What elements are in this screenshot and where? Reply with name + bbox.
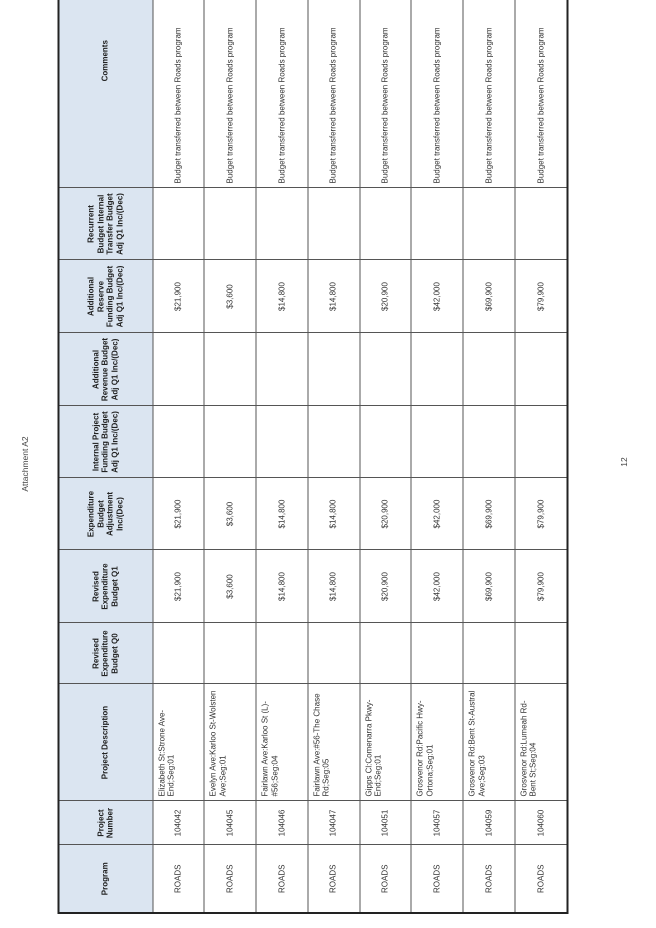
recurrent-transfer-adj-cell xyxy=(204,188,256,260)
additional-reserve-adj-cell: $79,900 xyxy=(515,260,568,333)
comments-cell: Budget transferred between Roads program xyxy=(153,0,205,188)
revised-budget-q1-cell: $79,900 xyxy=(515,550,568,623)
header-additional-reserve-adj: Additional Reserve Funding Budget Adj Q1 Inc/(Dec) xyxy=(59,260,153,333)
expenditure-adjustment-cell: $20,900 xyxy=(360,478,412,550)
additional-revenue-adj-cell xyxy=(256,333,308,406)
internal-funding-adj-cell xyxy=(515,406,568,478)
internal-funding-adj-cell xyxy=(360,406,412,478)
program-cell: ROADS xyxy=(308,845,360,913)
project-number-cell: 104051 xyxy=(360,801,412,845)
program-cell: ROADS xyxy=(204,845,256,913)
internal-funding-adj-cell xyxy=(308,406,360,478)
recurrent-transfer-adj-cell xyxy=(360,188,412,260)
revised-budget-q1-cell: $20,900 xyxy=(360,550,412,623)
expenditure-adjustment-cell: $3,600 xyxy=(204,478,256,550)
expenditure-adjustment-cell: $14,800 xyxy=(308,478,360,550)
program-cell: ROADS xyxy=(463,845,515,913)
revised-budget-q0-cell xyxy=(204,623,256,684)
comments-cell: Budget transferred between Roads program xyxy=(360,0,412,188)
comments-cell: Budget transferred between Roads program xyxy=(515,0,568,188)
expenditure-adjustment-cell: $42,000 xyxy=(411,478,463,550)
project-number-cell: 104046 xyxy=(256,801,308,845)
additional-revenue-adj-cell xyxy=(360,333,412,406)
revised-budget-q1-cell: $69,900 xyxy=(463,550,515,623)
revised-budget-q1-cell: $42,000 xyxy=(411,550,463,623)
additional-reserve-adj-cell: $21,900 xyxy=(153,260,205,333)
header-comments: Comments xyxy=(59,0,153,188)
additional-reserve-adj-cell: $42,000 xyxy=(411,260,463,333)
header-project-number: Project Number xyxy=(59,801,153,845)
project-description-cell: Elizabeth St:Strone Ave-End;Seg:01 xyxy=(153,684,205,801)
table-body xyxy=(153,0,568,913)
table-row xyxy=(411,0,463,913)
comments-cell: Budget transferred between Roads program xyxy=(308,0,360,188)
recurrent-transfer-adj-cell xyxy=(463,188,515,260)
project-number-cell: 104042 xyxy=(153,801,205,845)
attachment-label: Attachment A2 xyxy=(20,436,30,492)
comments-cell: Budget transferred between Roads program xyxy=(463,0,515,188)
revised-budget-q0-cell xyxy=(360,623,412,684)
expenditure-adjustment-cell: $21,900 xyxy=(153,478,205,550)
additional-revenue-adj-cell xyxy=(204,333,256,406)
project-description-cell: Grosvenor Rd:Lumeah Rd-Bent St;Seg:04 xyxy=(515,684,568,801)
comments-cell: Budget transferred between Roads program xyxy=(204,0,256,188)
internal-funding-adj-cell xyxy=(204,406,256,478)
revised-budget-q0-cell xyxy=(515,623,568,684)
recurrent-transfer-adj-cell xyxy=(256,188,308,260)
internal-funding-adj-cell xyxy=(256,406,308,478)
table-header-row xyxy=(59,0,153,913)
additional-revenue-adj-cell xyxy=(411,333,463,406)
additional-revenue-adj-cell xyxy=(463,333,515,406)
project-number-cell: 104047 xyxy=(308,801,360,845)
page-number: 12 xyxy=(619,457,629,467)
revised-budget-q1-cell: $14,800 xyxy=(308,550,360,623)
revised-budget-q1-cell: $21,900 xyxy=(153,550,205,623)
internal-funding-adj-cell xyxy=(411,406,463,478)
internal-funding-adj-cell xyxy=(153,406,205,478)
table-row xyxy=(360,0,412,913)
header-recurrent-transfer-adj: Recurrent Budget Internal Transfer Budget Adj Q1 Inc/(Dec) xyxy=(59,188,153,260)
expenditure-adjustment-cell: $14,800 xyxy=(256,478,308,550)
program-cell: ROADS xyxy=(360,845,412,913)
project-number-cell: 104060 xyxy=(515,801,568,845)
table-row xyxy=(153,0,205,913)
header-internal-funding-adj: Internal Project Funding Budget Adj Q1 Inc/(Dec) xyxy=(59,406,153,478)
program-cell: ROADS xyxy=(411,845,463,913)
table-row xyxy=(204,0,256,913)
table-row xyxy=(256,0,308,913)
program-cell: ROADS xyxy=(256,845,308,913)
project-number-cell: 104059 xyxy=(463,801,515,845)
project-number-cell: 104057 xyxy=(411,801,463,845)
recurrent-transfer-adj-cell xyxy=(153,188,205,260)
rotated-table-wrapper xyxy=(58,27,569,914)
project-description-cell: Evelyn Ave:Karloo St-Wolsten Ave;Seg:01 xyxy=(204,684,256,801)
project-number-cell: 104045 xyxy=(204,801,256,845)
recurrent-transfer-adj-cell xyxy=(411,188,463,260)
additional-reserve-adj-cell: $14,800 xyxy=(308,260,360,333)
recurrent-transfer-adj-cell xyxy=(515,188,568,260)
revised-budget-q1-cell: $3,600 xyxy=(204,550,256,623)
additional-revenue-adj-cell xyxy=(153,333,205,406)
comments-cell: Budget transferred between Roads program xyxy=(256,0,308,188)
project-description-cell: Fairlawn Ave:Karloo St (L)-#56;Seg:04 xyxy=(256,684,308,801)
revised-budget-q0-cell xyxy=(411,623,463,684)
program-cell: ROADS xyxy=(153,845,205,913)
table-row xyxy=(308,0,360,913)
expenditure-adjustment-cell: $69,900 xyxy=(463,478,515,550)
project-description-cell: Grosvenor Rd:Bent St-Austral Ave;Seg:03 xyxy=(463,684,515,801)
revised-budget-q0-cell xyxy=(256,623,308,684)
additional-revenue-adj-cell xyxy=(308,333,360,406)
project-description-cell: Fairlawn Ave:#56-The Chase Rd;Seg:05 xyxy=(308,684,360,801)
budget-table xyxy=(58,0,569,914)
additional-reserve-adj-cell: $20,900 xyxy=(360,260,412,333)
additional-reserve-adj-cell: $14,800 xyxy=(256,260,308,333)
project-description-cell: Gipps Cl:Comenarra Pkwy-End;Seg:01 xyxy=(360,684,412,801)
project-description-cell: Grosvenor Rd:Pacific Hwy-Ortona;Seg:01 xyxy=(411,684,463,801)
table-row xyxy=(463,0,515,913)
comments-cell: Budget transferred between Roads program xyxy=(411,0,463,188)
revised-budget-q1-cell: $14,800 xyxy=(256,550,308,623)
revised-budget-q0-cell xyxy=(463,623,515,684)
program-cell: ROADS xyxy=(515,845,568,913)
header-project-description: Project Description xyxy=(59,684,153,801)
additional-revenue-adj-cell xyxy=(515,333,568,406)
header-program: Program xyxy=(59,845,153,913)
revised-budget-q0-cell xyxy=(153,623,205,684)
additional-reserve-adj-cell: $3,600 xyxy=(204,260,256,333)
expenditure-adjustment-cell: $79,900 xyxy=(515,478,568,550)
internal-funding-adj-cell xyxy=(463,406,515,478)
additional-reserve-adj-cell: $69,900 xyxy=(463,260,515,333)
revised-budget-q0-cell xyxy=(308,623,360,684)
header-revised-budget-q0: Revised Expenditure Budget Q0 xyxy=(59,623,153,684)
header-additional-revenue-adj: Additional Revenue Budget Adj Q1 Inc/(Dec) xyxy=(59,333,153,406)
recurrent-transfer-adj-cell xyxy=(308,188,360,260)
header-revised-budget-q1: Revised Expenditure Budget Q1 xyxy=(59,550,153,623)
table-row xyxy=(515,0,568,913)
header-expenditure-adjustment: Expenditure Budget Adjustment Inc/(Dec) xyxy=(59,478,153,550)
